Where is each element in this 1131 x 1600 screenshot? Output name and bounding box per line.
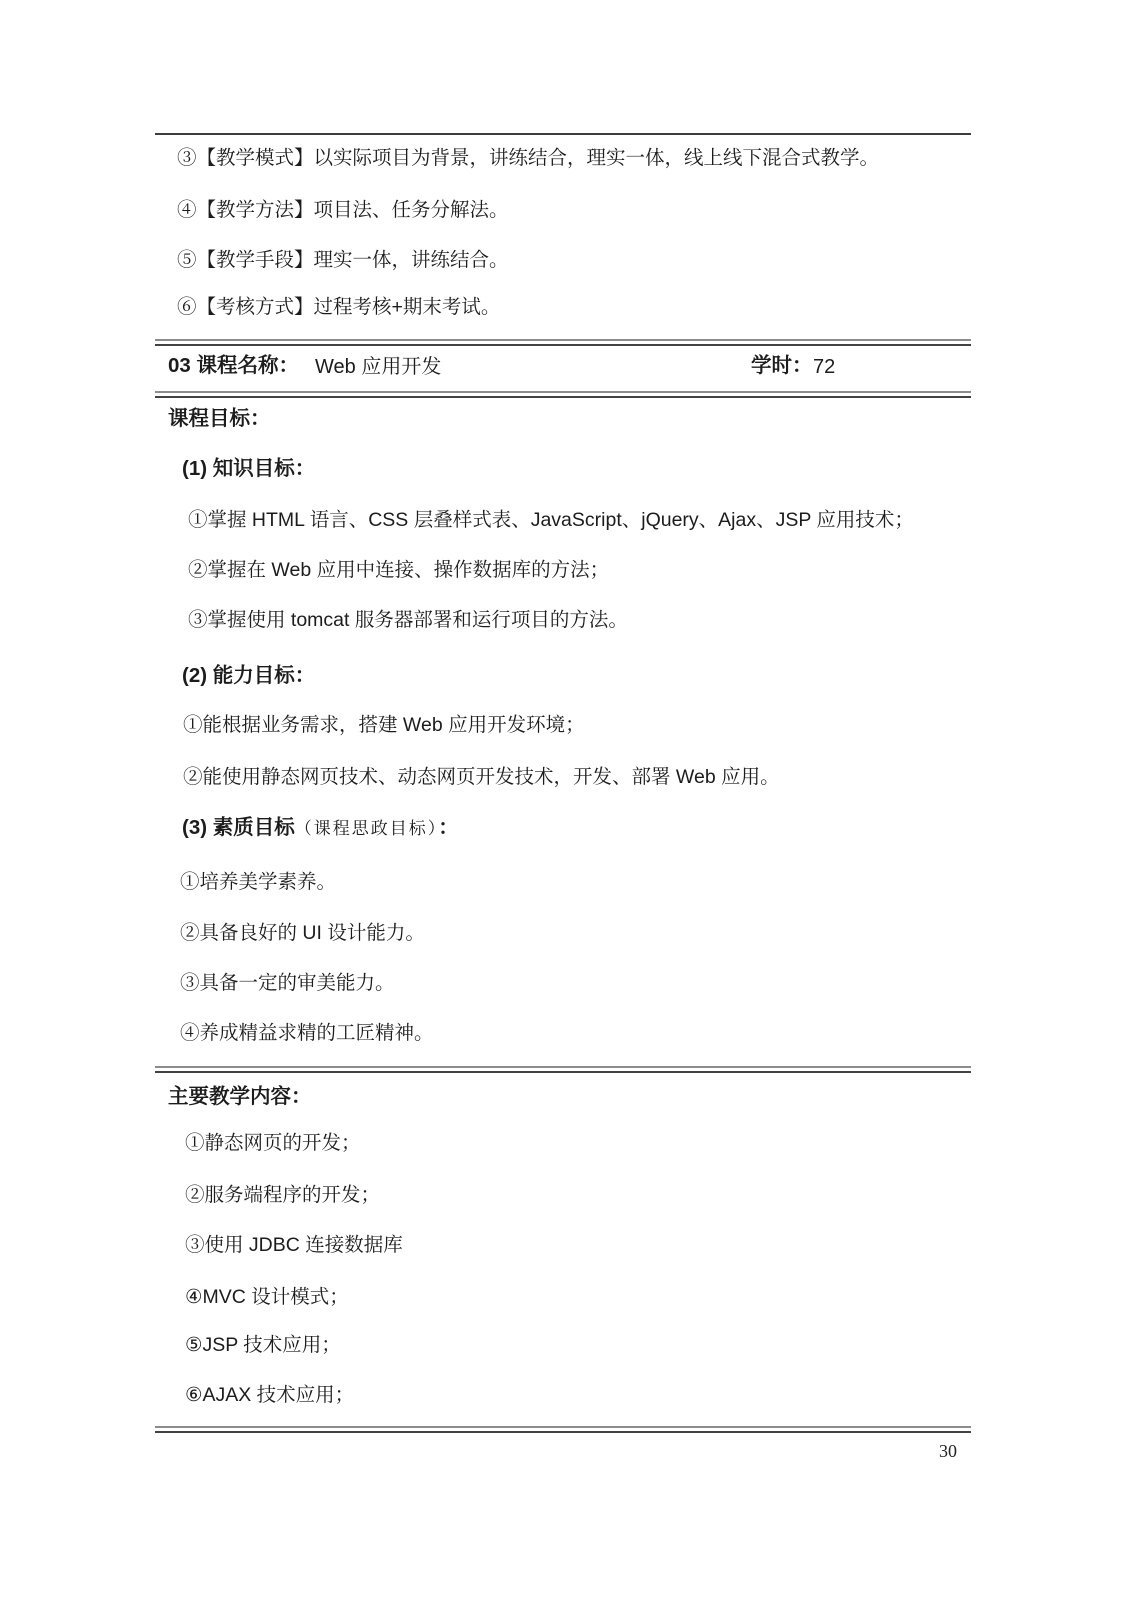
page-number: 30 bbox=[939, 1441, 957, 1461]
quality-objective-item: ①培养美学素养。 bbox=[180, 871, 337, 893]
teaching-content-item: ⑤JSP 技术应用； bbox=[185, 1334, 341, 1356]
table-rule-bottom bbox=[155, 1426, 971, 1433]
teaching-content-item: ①静态网页的开发； bbox=[185, 1132, 361, 1154]
ability-objective-item: ②能使用静态网页技术、动态网页开发技术，开发、部署 Web 应用。 bbox=[183, 766, 780, 788]
knowledge-objective-item: ③掌握使用 tomcat 服务器部署和运行项目的方法。 bbox=[188, 609, 628, 631]
quality-objective-item: ③具备一定的审美能力。 bbox=[180, 972, 395, 994]
quality-objective-item: ②具备良好的 UI 设计能力。 bbox=[180, 922, 425, 944]
hours-value: 72 bbox=[813, 356, 836, 378]
content-section-rule-top bbox=[155, 1066, 971, 1073]
teaching-content-item: ④MVC 设计模式； bbox=[185, 1286, 349, 1308]
course-row-rule-bottom bbox=[155, 391, 971, 398]
hours-label: 学时： bbox=[751, 354, 813, 377]
objectives-title: 课程目标： bbox=[168, 407, 271, 430]
course-name: Web 应用开发 bbox=[315, 356, 442, 378]
teaching-means-item: ⑤【教学手段】理实一体，讲练结合。 bbox=[177, 249, 509, 271]
teaching-content-title: 主要教学内容： bbox=[168, 1085, 312, 1108]
assessment-item: ⑥【考核方式】过程考核+期末考试。 bbox=[177, 296, 501, 318]
document-content bbox=[155, 0, 971, 1600]
teaching-content-item: ⑥AJAX 技术应用； bbox=[185, 1384, 355, 1406]
table-rule-top bbox=[155, 133, 971, 135]
knowledge-objective-item: ②掌握在 Web 应用中连接、操作数据库的方法； bbox=[188, 559, 610, 581]
teaching-content-item: ②服务端程序的开发； bbox=[185, 1184, 381, 1206]
knowledge-objectives-heading: (1) 知识目标： bbox=[182, 457, 316, 480]
quality-heading-note: （课程思政目标） bbox=[294, 819, 439, 838]
quality-objective-item: ④养成精益求精的工匠精神。 bbox=[180, 1022, 434, 1044]
knowledge-objective-item: ①掌握 HTML 语言、CSS 层叠样式表、JavaScript、jQuery、Ajax、JSP 应用技术； bbox=[188, 509, 914, 531]
teaching-method-item: ④【教学方法】项目法、任务分解法。 bbox=[177, 199, 509, 221]
course-code-label: 03 课程名称： bbox=[168, 354, 299, 377]
course-row-rule-top bbox=[155, 339, 971, 346]
ability-objectives-heading: (2) 能力目标： bbox=[182, 664, 316, 687]
quality-heading-colon: ： bbox=[438, 816, 459, 839]
quality-objectives-heading bbox=[182, 815, 459, 842]
ability-objective-item: ①能根据业务需求，搭建 Web 应用开发环境； bbox=[183, 714, 585, 736]
teaching-mode-item: ③【教学模式】以实际项目为背景，讲练结合，理实一体，线上线下混合式教学。 bbox=[177, 147, 880, 169]
teaching-content-item: ③使用 JDBC 连接数据库 bbox=[185, 1234, 403, 1256]
quality-heading-text: (3) 素质目标 bbox=[182, 816, 295, 839]
